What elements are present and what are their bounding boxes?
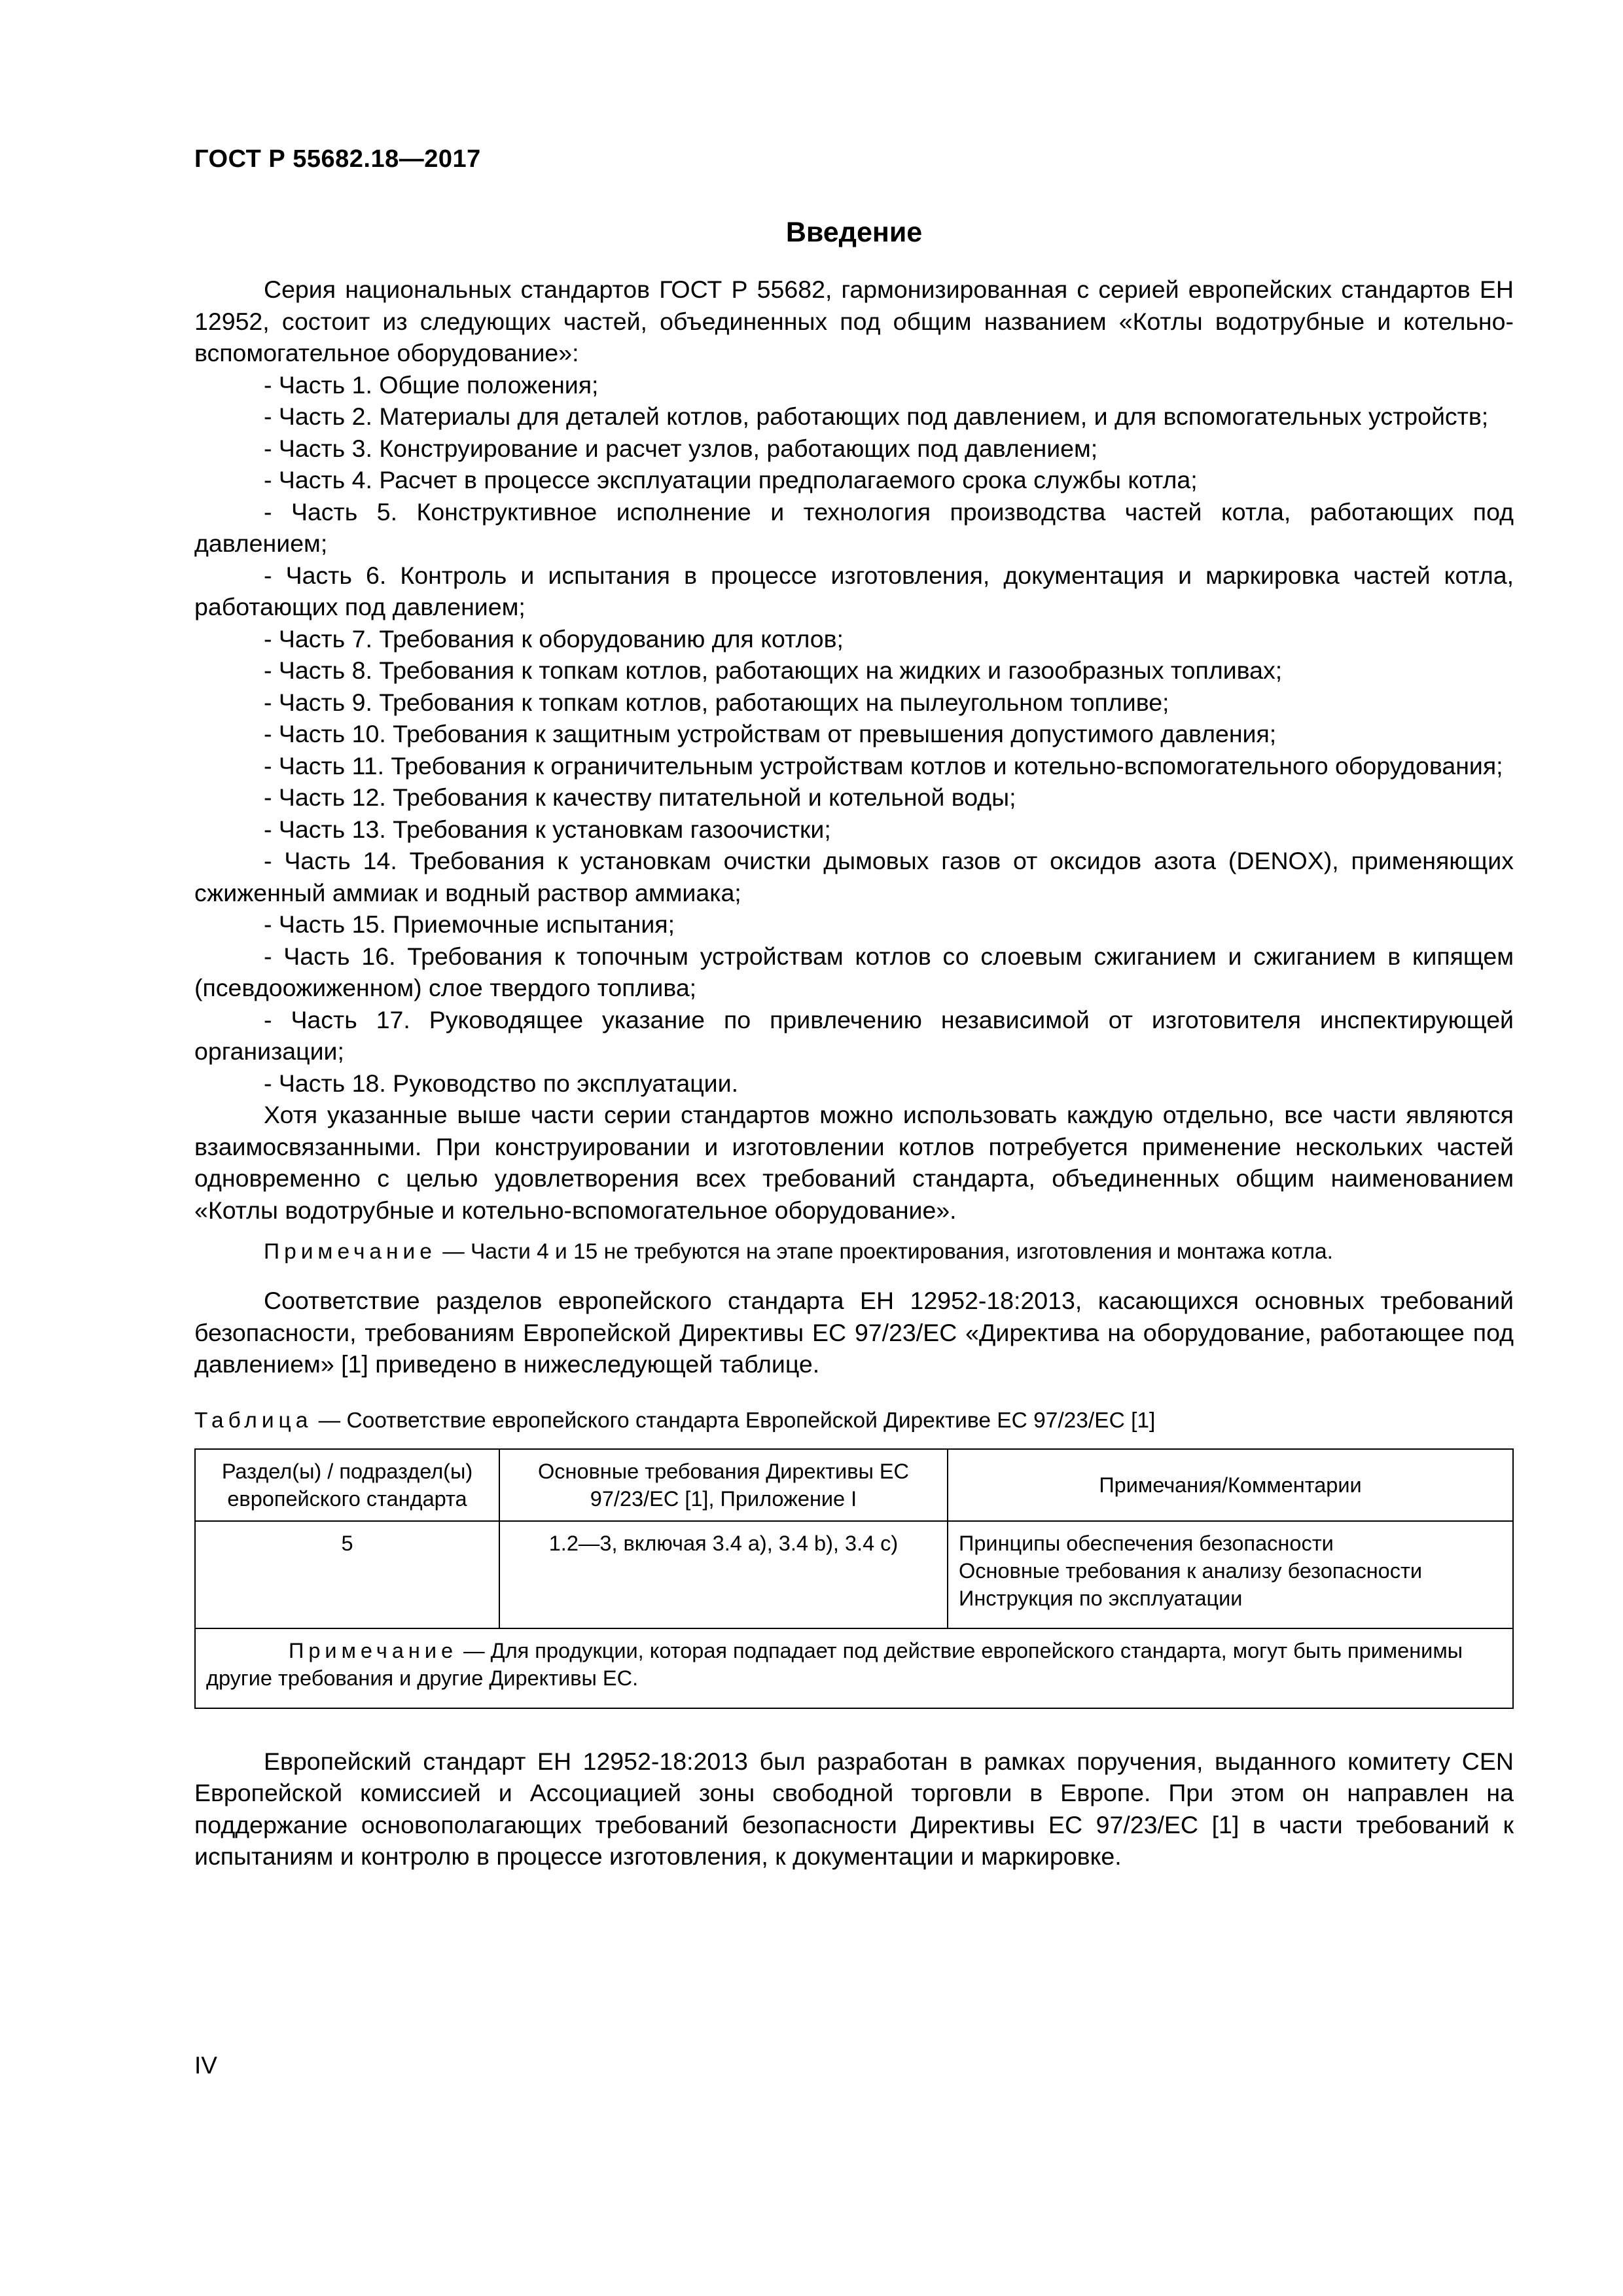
list-item: - Часть 14. Требования к установкам очистки дымовых газов от оксидов азота (DENOX), применяющих сжиженный аммиак и водный раствор аммиака;: [194, 847, 1514, 906]
list-item: - Часть 1. Общие положения;: [264, 370, 599, 399]
list-item: - Часть 17. Руководящее указание по привлечению независимой от изготовителя инспектирующей организации;: [194, 1005, 1514, 1065]
cell-section: 5: [195, 1521, 499, 1628]
correspondence-paragraph: Соответствие разделов европейского стандарта ЕН 12952-18:2013, касающихся основных требований безопасности, требованиям Европейской Директивы ЕС 97/23/ЕС «Директива на оборудование, работающее под давлением» [1] приведено в нижеследующей таблице.: [194, 1287, 1514, 1378]
list-item: - Часть 5. Конструктивное исполнение и технология производства частей котла, работающих под давлением;: [194, 497, 1514, 557]
header-section: Раздел(ы) / подраздел(ы) европейского стандарта: [195, 1449, 499, 1521]
list-item: - Часть 7. Требования к оборудованию для котлов;: [264, 624, 844, 653]
intro-paragraph: Серия национальных стандартов ГОСТ Р 55682, гармонизированная с серией европейских стандартов ЕН 12952, состоит из следующих частей, объединенных под общим названием «Котлы водотрубные и котельно-вспомогательное оборудование»:: [194, 276, 1514, 367]
table-note: [195, 1628, 1513, 1708]
header-comments: Примечания/Комментарии: [948, 1449, 1513, 1521]
list-item: - Часть 8. Требования к топкам котлов, работающих на жидких и газообразных топливах;: [264, 656, 1283, 684]
list-item: - Часть 16. Требования к топочным устройствам котлов со слоевым сжиганием и сжиганием в кипящем (псевдоожиженном) слое твердого топлива;: [194, 942, 1514, 1001]
section-title: Введение: [785, 217, 923, 248]
list-item: - Часть 3. Конструирование и расчет узлов, работающих под давлением;: [264, 434, 1098, 462]
table-row: [195, 1521, 1513, 1628]
interrelated-paragraph: Хотя указанные выше части серии стандартов можно использовать каждую отдельно, все части являются взаимосвязанными. При конструировании и изготовлении котлов потребуется применение нескольких частей одновременно с целью удовлетворения всех требований стандарта, объединенных общим наименованием «Котлы водотрубные и котельно-вспомогательное оборудование».: [194, 1101, 1514, 1224]
cell-requirements: 1.2—3, включая 3.4 а), 3.4 b), 3.4 c): [499, 1521, 948, 1628]
note-text: — Части 4 и 15 не требуются на этапе проектирования, изготовления и монтажа котла.: [436, 1240, 1333, 1264]
list-item: - Часть 11. Требования к ограничительным устройствам котлов и котельно-вспомогательного оборудования;: [264, 751, 1503, 780]
note-label: Примечание: [264, 1240, 437, 1264]
comment-line: Основные требования к анализу безопасности: [959, 1558, 1423, 1583]
comment-line: Инструкция по эксплуатации: [959, 1586, 1243, 1610]
comment-line: Принципы обеспечения безопасности: [959, 1531, 1334, 1555]
table-note-text: — Для продукции, которая подпадает под действие европейского стандарта, могут быть применимы другие требования и другие Директивы ЕС.: [206, 1638, 1463, 1690]
table-note-label: Примечание: [289, 1638, 458, 1662]
list-item: - Часть 4. Расчет в процессе эксплуатации предполагаемого срока службы котла;: [264, 466, 1198, 493]
table-caption-label: Таблица: [194, 1408, 313, 1433]
list-item: - Часть 6. Контроль и испытания в процессе изготовления, документация и маркировка частей котла, работающих под давлением;: [194, 561, 1514, 620]
table-caption-text: — Соответствие европейского стандарта Европейской Директиве ЕС 97/23/ЕС [1]: [312, 1408, 1156, 1433]
list-item: - Часть 9. Требования к топкам котлов, работающих на пылеугольном топливе;: [264, 688, 1169, 716]
document-code: ГОСТ Р 55682.18—2017: [194, 145, 481, 173]
list-item: - Часть 13. Требования к установкам газоочистки;: [264, 815, 831, 843]
table-caption: [194, 1407, 1514, 1435]
document-body: [194, 216, 1514, 1873]
list-item: - Часть 2. Материалы для деталей котлов, работающих под давлением, и для вспомогательных устройств;: [264, 403, 1489, 430]
table-note-row: [195, 1628, 1513, 1708]
note-parts: [194, 1238, 1514, 1266]
cell-comments: [948, 1521, 1513, 1628]
list-item: - Часть 12. Требования к качеству питательной и котельной воды;: [264, 783, 1016, 811]
final-paragraph: Европейский стандарт ЕН 12952-18:2013 был разработан в рамках поручения, выданного комитету CEN Европейской комиссией и Ассоциацией зоны свободной торговли в Европе. При этом он направлен на поддержание основополагающих требований безопасности Директивы ЕС 97/23/ЕС [1] в части требований к испытаниям и контролю в процессе изготовления, к документации и маркировке.: [194, 1747, 1514, 1870]
header-requirements: Основные требования Директивы ЕС 97/23/ЕС [1], Приложение I: [499, 1449, 948, 1521]
list-item: - Часть 15. Приемочные испытания;: [264, 910, 675, 938]
list-item: - Часть 10. Требования к защитным устройствам от превышения допустимого давления;: [264, 720, 1277, 747]
correspondence-table: [194, 1448, 1514, 1709]
list-item: - Часть 18. Руководство по эксплуатации.: [264, 1069, 738, 1097]
parts-list: [194, 369, 1514, 1100]
page-number: IV: [194, 2052, 217, 2079]
table-header-row: [195, 1449, 1513, 1521]
